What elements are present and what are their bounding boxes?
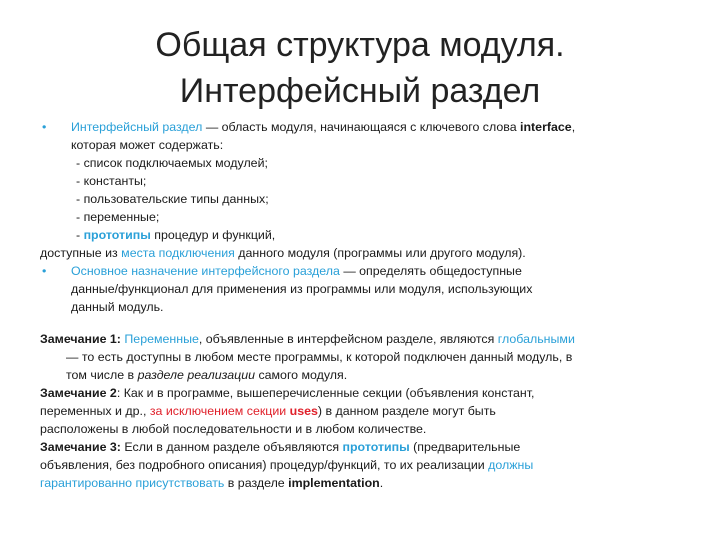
keyword-uses: uses — [289, 404, 318, 418]
bullet-marker: • — [42, 120, 47, 134]
slide-body — [40, 118, 680, 492]
title-line-2: Интерфейсный раздел — [179, 72, 541, 110]
term-global: глобальными — [497, 332, 575, 346]
note-2: Замечание 2: Как и в программе, вышеперечисленные секции (объявления констант, переменных и др., за исключением секции uses) в данном разделе могут быть расположены в любой последовательности и в любом количестве. — [40, 386, 535, 436]
list-item: - константы; — [76, 174, 147, 188]
term-implementation-section: разделе реализации — [137, 368, 255, 382]
term-variables: Переменные — [124, 332, 199, 346]
list-item: - переменные; — [76, 210, 160, 224]
term-prototypes-2: прототипы — [342, 440, 410, 454]
term-main-purpose: Основное назначение интерфейсного раздела — [71, 264, 340, 278]
list-item: - список подключаемых модулей; — [76, 156, 268, 170]
term-prototypes: прототипы — [83, 228, 151, 242]
bullet-marker: • — [42, 264, 47, 278]
note-1: Замечание 1: Переменные, объявленные в интерфейсном разделе, являются глобальными — то есть доступны в любом месте программы, к которой подключен данный модуль, в том числе в разделе реализации самого модуля. — [40, 332, 575, 382]
note-3-label: Замечание 3: — [40, 440, 121, 454]
bullet1-line-1: Интерфейсный раздел — область модуля, начинающаяся с ключевого слова interface, — [71, 120, 576, 134]
term-except-uses: за исключением секции — [149, 404, 290, 418]
keyword-interface: interface — [520, 120, 572, 134]
term-guaranteed-present: гарантированно присутствовать — [40, 476, 225, 490]
note-3: Замечание 3: Если в данном разделе объявляются прототипы (предварительные объявления, без подробного описания) процедур/функций, то их реализации должны гарантированно присутствовать в разделе implementation. — [40, 440, 534, 490]
bullet-interface-section — [40, 118, 680, 154]
available-line: доступные из места подключения данного модуля (программы или другого модуля). — [40, 246, 526, 260]
slide-title — [0, 22, 720, 114]
note-1-label: Замечание 1: — [40, 332, 121, 346]
term-interface-section: Интерфейсный раздел — [71, 120, 203, 134]
item-list — [40, 154, 680, 244]
note-2-label: Замечание 2 — [40, 386, 117, 400]
term-must: должны — [488, 458, 534, 472]
bullet-main-purpose: • Основное назначение интерфейсного раздела — определять общедоступные данные/функционал для применения из программы или модуля, использующих данный модуль. — [42, 264, 533, 314]
term-connection-place: места подключения — [121, 246, 235, 260]
title-line-1: Общая структура модуля. — [155, 26, 565, 64]
list-item: - прототипы процедур и функций, — [76, 228, 276, 242]
list-item: - пользовательские типы данных; — [76, 192, 269, 206]
keyword-implementation: implementation — [288, 476, 380, 490]
bullet1-line-2: которая может содержать: — [71, 138, 224, 152]
